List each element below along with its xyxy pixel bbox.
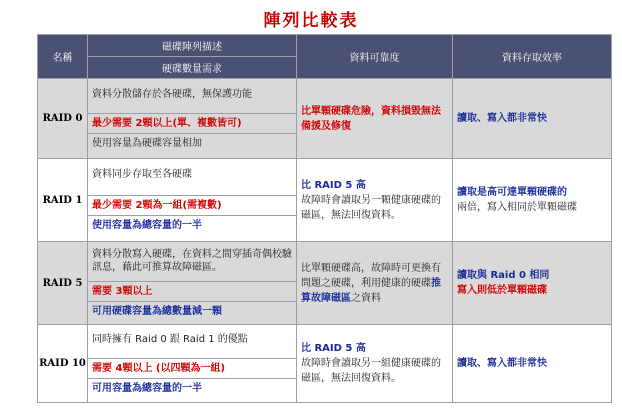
header-disk-required: 硬碟數量需求	[88, 57, 297, 79]
reliability-cell	[297, 79, 453, 159]
disk-requirement: 需要 3顆以上	[88, 282, 296, 302]
raid-description-cell	[88, 242, 297, 325]
raid-name: RAID 0	[38, 79, 88, 159]
comparison-table	[37, 34, 612, 403]
efficiency-cell	[453, 242, 612, 325]
reliability-cell	[297, 325, 453, 403]
reliability-text: 比單顆硬碟高，故障時可更換有問題之硬碟，利用健康的硬碟	[301, 262, 441, 289]
reliability-text-2: 之資料	[351, 292, 381, 304]
raid-description: 資料分散儲存於各硬碟，無保護功能	[88, 85, 296, 114]
raid-description: 同時擁有 Raid 0 跟 Raid 1 的優點	[88, 330, 296, 359]
efficiency-text: 讀取與 Raid 0 相同	[457, 270, 550, 281]
reliability-text-2: 故障時會讀取另一顆健康硬碟的磁區，無法回復資料。	[301, 194, 441, 221]
raid-description: 資料同步存取至各硬碟	[88, 165, 296, 196]
raid-description-cell	[88, 325, 297, 403]
header-reliability: 資料可靠度	[297, 35, 453, 79]
capacity-note: 使用容量為總容量的一半	[92, 220, 202, 231]
table-row	[38, 242, 612, 325]
efficiency-text: 讀取是高可達單顆硬碟的	[457, 187, 567, 198]
table-row	[38, 325, 612, 403]
efficiency-cell	[453, 325, 612, 403]
efficiency-cell	[453, 159, 612, 242]
page-title: 陣列比較表	[263, 11, 359, 31]
reliability-cell	[297, 159, 453, 242]
raid-name: RAID 1	[38, 159, 88, 242]
capacity-note: 可用容量為總容量的一半	[92, 382, 202, 394]
reliability-cell	[297, 242, 453, 325]
table-row	[38, 79, 612, 159]
disk-requirement: 最少需要 2顆為一組(需複數)	[88, 196, 296, 216]
efficiency-text-2: 寫入則低於單顆磁碟	[457, 285, 547, 296]
efficiency-text: 讀取、寫入都非常快	[457, 113, 547, 124]
raid-description: 資料分散寫入硬碟，在資料之間穿插奇偶校驗訊息，藉此可推算故障磁區。	[88, 245, 296, 282]
reliability-text-2: 備援及修復	[301, 120, 351, 132]
raid-name: RAID 5	[38, 242, 88, 325]
raid-name: RAID 10	[38, 325, 88, 403]
capacity-note: 可用硬碟容量為總數量減一顆	[92, 306, 222, 317]
header-raid-description: 磁碟陣列描述	[88, 35, 297, 57]
efficiency-text-2: 兩倍，寫入相同於單顆磁碟	[457, 202, 577, 213]
reliability-highlight: 推算故障磁區	[301, 277, 441, 304]
capacity-note: 使用容量為硬碟容量相加	[92, 137, 202, 149]
reliability-text: 比單顆硬碟危險，資料損毀無法	[301, 105, 441, 117]
reliability-text: 比 RAID 5 高	[301, 179, 366, 191]
reliability-text: 比 RAID 5 高	[301, 343, 366, 354]
header-name: 名稱	[38, 35, 88, 79]
disk-requirement: 最少需要 2顆以上(單、複數皆可)	[88, 114, 296, 134]
raid-description-cell	[88, 79, 297, 159]
table-row	[38, 159, 612, 242]
reliability-text-2: 故障時會讀取另一組健康硬碟的磁區，無法回復資料。	[301, 358, 441, 384]
efficiency-text: 讀取、寫入都非常快	[457, 358, 547, 369]
raid-description-cell	[88, 159, 297, 242]
header-efficiency: 資料存取效率	[453, 35, 612, 79]
disk-requirement: 需要 4顆以上 (以四顆為一組)	[88, 359, 296, 379]
efficiency-cell	[453, 79, 612, 159]
